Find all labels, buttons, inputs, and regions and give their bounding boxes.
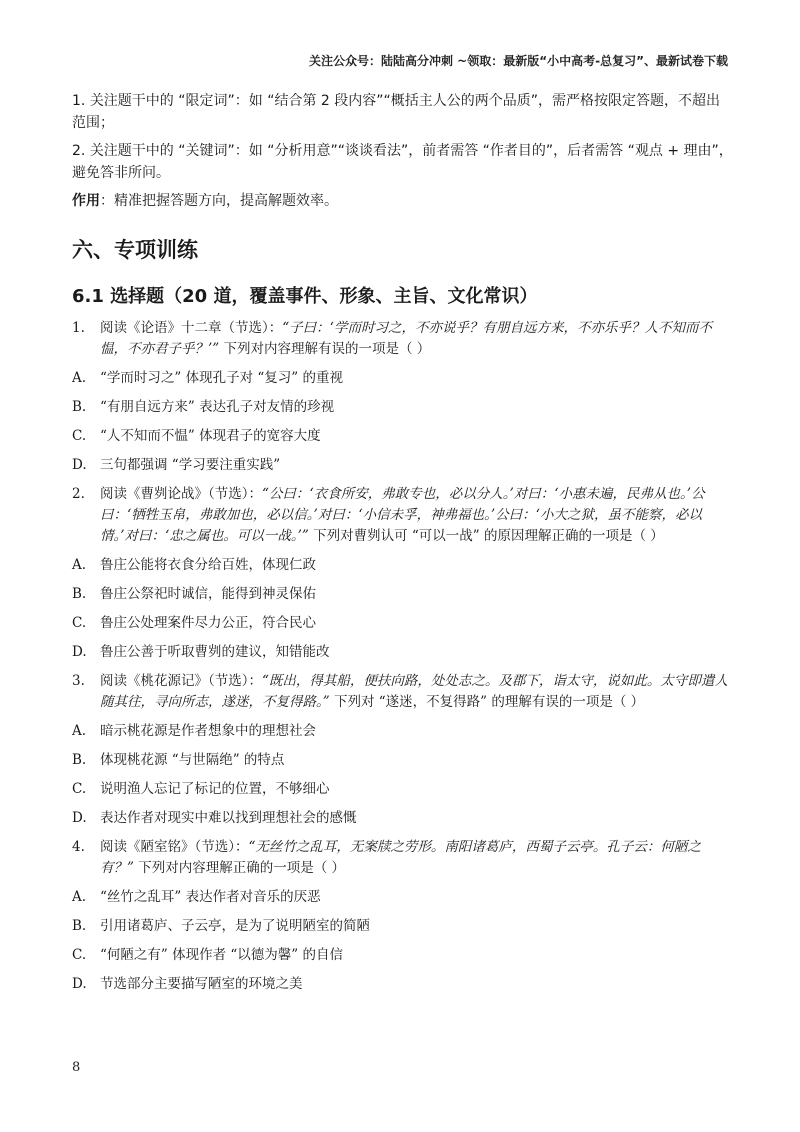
page-number: 8 (72, 1060, 81, 1075)
option-letter: C. (72, 428, 87, 444)
question-4 (72, 837, 734, 879)
question-3-stem-pre: 阅读《桃花源记》（节选）： (100, 673, 262, 689)
option-text: 体现桃花源 “与世隔绝” 的特点 (100, 752, 285, 768)
option-letter: A. (72, 889, 87, 905)
note-1-text: 关注题干中的 “限定词”：如 “结合第 2 段内容”“概括主人公的两个品质”，需严格按限定答题，不超出范围； (72, 93, 721, 131)
question-4-stem (100, 837, 734, 879)
question-1-quote: “子曰：‘学而时习之，不亦说乎？有朋自远方来，不亦乐乎？人不知而不愠，不亦君子乎？’” (100, 320, 712, 357)
option-letter: C. (72, 947, 87, 963)
question-2-stem-pre: 阅读《曹刿论战》（节选）： (100, 486, 262, 502)
question-3-quote: “既出，得其船，便扶向路，处处志之。及郡下，诣太守，说如此。太守即遣人随其往，寻向所志，遂迷，不复得路。” (100, 673, 728, 710)
question-4-option-b[interactable] (72, 916, 734, 937)
option-letter: B. (72, 918, 87, 934)
option-text: 三句都强调 “学习要注重实践” (100, 457, 281, 473)
option-text: 表达作者对现实中难以找到理想社会的感慨 (100, 810, 357, 826)
effect-text: ：精准把握答题方向，提高解题效率。 (100, 193, 338, 209)
option-letter: C. (72, 781, 87, 797)
option-text: “何陋之有” 体现作者 “以德为馨” 的自信 (100, 947, 343, 963)
question-4-stem-pre: 阅读《陋室铭》（节选）： (100, 839, 249, 855)
option-text: 鲁庄公善于听取曹刿的建议，知错能改 (100, 644, 330, 660)
section-title: 六、专项训练 (72, 238, 198, 262)
option-text: 鲁庄公能将衣食分给百姓，体现仁政 (100, 557, 316, 573)
option-letter: D. (72, 457, 87, 473)
option-letter: D. (72, 976, 87, 992)
option-text: 暗示桃花源是作者想象中的理想社会 (100, 723, 316, 739)
question-4-number: 4. (72, 839, 85, 855)
question-3-option-d[interactable] (72, 808, 734, 829)
option-text: 鲁庄公祭祀时诚信，能得到神灵保佑 (100, 586, 316, 602)
note-2-text: 关注题干中的 “关键词”：如 “分析用意”“谈谈看法”，前者需答 “作者目的”，后者需答 “观点 + 理由”，避免答非所问。 (72, 143, 733, 181)
page-content (72, 90, 734, 1003)
question-1 (72, 318, 734, 360)
note-2-num: 2. (72, 143, 86, 159)
question-3-stem (100, 671, 734, 713)
option-letter: A. (72, 557, 87, 573)
option-text: 鲁庄公处理案件尽力公正，符合民心 (100, 615, 316, 631)
question-2 (72, 484, 734, 547)
option-text: “学而时习之” 体现孔子对 “复习” 的重视 (100, 370, 343, 386)
question-2-option-b[interactable] (72, 584, 734, 605)
question-4-option-a[interactable] (72, 887, 734, 908)
question-3-option-b[interactable] (72, 750, 734, 771)
question-1-option-d[interactable] (72, 455, 734, 476)
option-letter: B. (72, 752, 87, 768)
option-letter: D. (72, 810, 87, 826)
option-letter: A. (72, 723, 87, 739)
option-text: “人不知而不愠” 体现君子的宽容大度 (100, 428, 321, 444)
question-4-stem-post: 下列对内容理解正确的一项是（ ） (133, 860, 345, 876)
question-3-option-a[interactable] (72, 721, 734, 742)
page-header: 关注公众号：陆陆高分冲刺 ~领取：最新版“小中高考-总复习”、最新试卷下载 (309, 54, 728, 68)
question-2-quote: “公曰：‘衣食所安，弗敢专也，必以分人。’对曰：‘小惠未遍，民弗从也。’公曰：‘牺牲玉帛，弗敢加也，必以信。’对曰：‘小信未孚，神弗福也。’公曰：‘小大之狱，虽不能察，必以情。’对曰：‘忠之属也。可以一战。’” (100, 486, 705, 544)
question-1-option-c[interactable] (72, 426, 734, 447)
question-2-option-c[interactable] (72, 613, 734, 634)
question-3-number: 3. (72, 673, 85, 689)
option-text: “丝竹之乱耳” 表达作者对音乐的厌恶 (100, 889, 321, 905)
option-letter: B. (72, 399, 87, 415)
option-letter: B. (72, 586, 87, 602)
subsection-title: 6.1 选择题（20 道，覆盖事件、形象、主旨、文化常识） (72, 286, 538, 307)
effect-line (72, 190, 734, 212)
question-4-quote: “无丝竹之乱耳，无案牍之劳形。南阳诸葛庐，西蜀子云亭。孔子云：何陋之有？” (100, 839, 701, 876)
question-2-stem-post: 下列对曹刿认可 “可以一战” 的原因理解正确的一项是（ ） (308, 528, 664, 544)
question-1-option-b[interactable] (72, 397, 734, 418)
note-2 (72, 140, 734, 184)
question-3-option-c[interactable] (72, 779, 734, 800)
question-1-number: 1. (72, 320, 85, 336)
question-1-stem (100, 318, 734, 360)
question-4-option-c[interactable] (72, 945, 734, 966)
option-text: “有朋自远方来” 表达孔子对友情的珍视 (100, 399, 335, 415)
note-1 (72, 90, 734, 134)
question-1-stem-post: 下列对内容理解有误的一项是（ ） (219, 341, 431, 357)
question-3-stem-post: 下列对 “遂迷，不复得路” 的理解有误的一项是（ ） (329, 694, 645, 710)
option-letter: D. (72, 644, 87, 660)
option-text: 引用诸葛庐、子云亭，是为了说明陋室的简陋 (100, 918, 370, 934)
question-3 (72, 671, 734, 713)
question-4-option-d[interactable] (72, 974, 734, 995)
option-letter: C. (72, 615, 87, 631)
question-2-number: 2. (72, 486, 85, 502)
question-2-option-a[interactable] (72, 555, 734, 576)
question-2-option-d[interactable] (72, 642, 734, 663)
note-1-num: 1. (72, 93, 86, 109)
question-1-option-a[interactable] (72, 368, 734, 389)
question-2-stem (100, 484, 734, 547)
question-1-stem-pre: 阅读《论语》十二章（节选）： (100, 320, 283, 336)
option-letter: A. (72, 370, 87, 386)
option-text: 说明渔人忘记了标记的位置，不够细心 (100, 781, 330, 797)
option-text: 节选部分主要描写陋室的环境之美 (100, 976, 303, 992)
effect-label: 作用 (72, 193, 100, 209)
